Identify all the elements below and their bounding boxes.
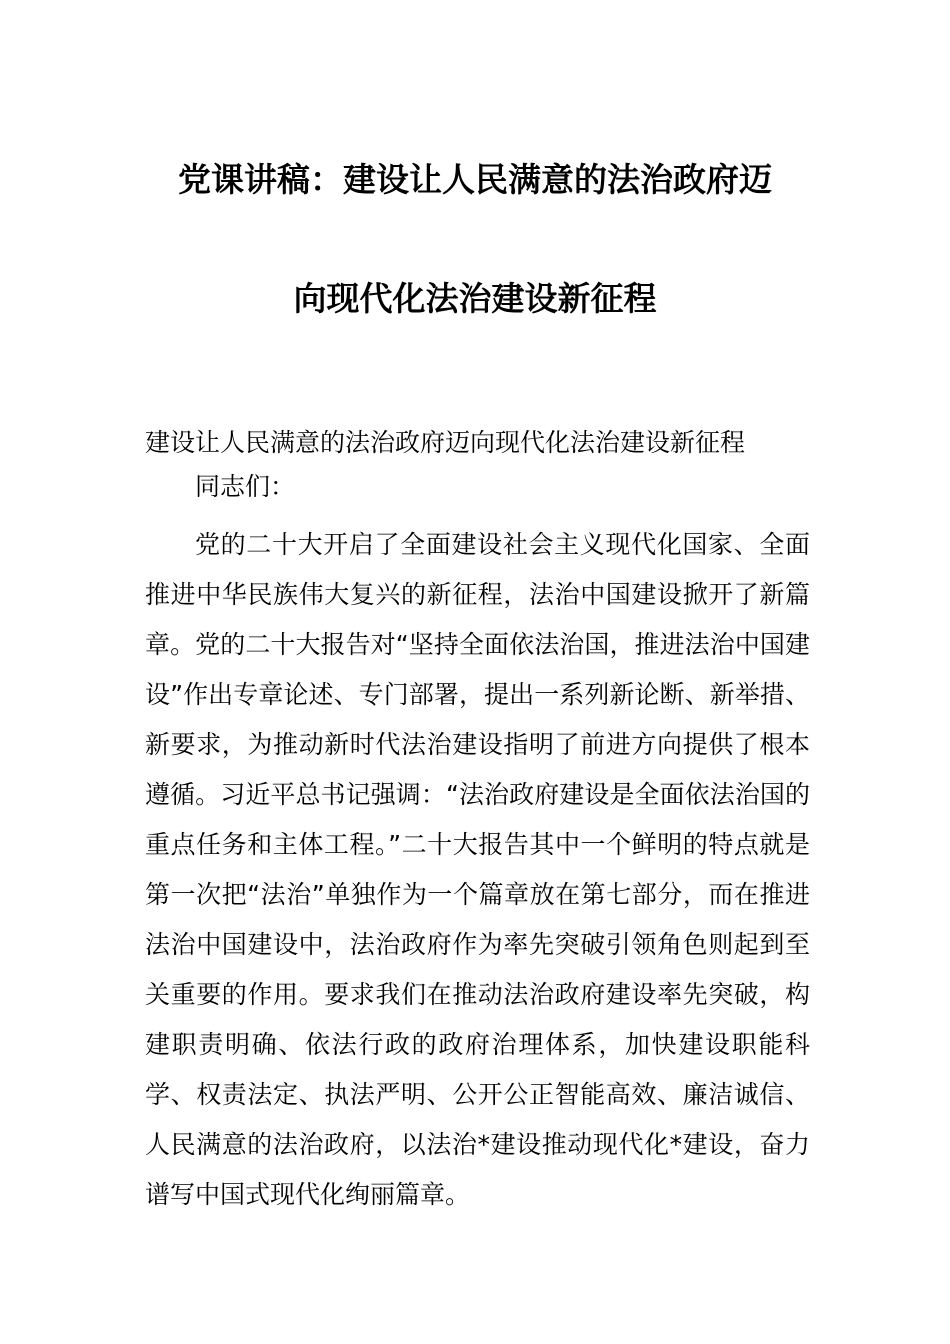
greeting: 同志们： [195, 472, 296, 501]
document-title-line-2: 向现代化法治建设新征程 [293, 279, 657, 318]
body-paragraph: 党的二十大开启了全面建设社会主义现代化国家、全面推进中华民族伟大复兴的新征程，法治中国建设掀开了新篇章。党的二十大报告对“坚持全面依法治国，推进法治中国建设”作出专章论述、专门部署，提出一系列新论断、新举措、新要求，为推动新时代法治建设指明了前进方向提供了根本遵循。习近平总书记强调：“法治政府建设是全面依法治国的重点任务和主体工程。”二十大报告其中一个鲜明的特点就是第一次把“法治”单独作为一个篇章放在第七部分，而在推进法治中国建设中，法治政府作为率先突破引领角色则起到至关重要的作用。要求我们在推动法治政府建设率先突破，构建职责明确、依法行政的政府治理体系，加快建设职能科学、权责法定、执法严明、公开公正智能高效、廉洁诚信、人民满意的法治政府，以法治*建设推动现代化*建设，奋力谱写中国式现代化绚丽篇章。 [145, 530, 810, 1209]
document-body [145, 418, 810, 1220]
document-subtitle: 建设让人民满意的法治政府迈向现代化法治建设新征程 [145, 428, 746, 457]
document-title-line-1: 党课讲稿：建设让人民满意的法治政府迈 [178, 160, 772, 199]
